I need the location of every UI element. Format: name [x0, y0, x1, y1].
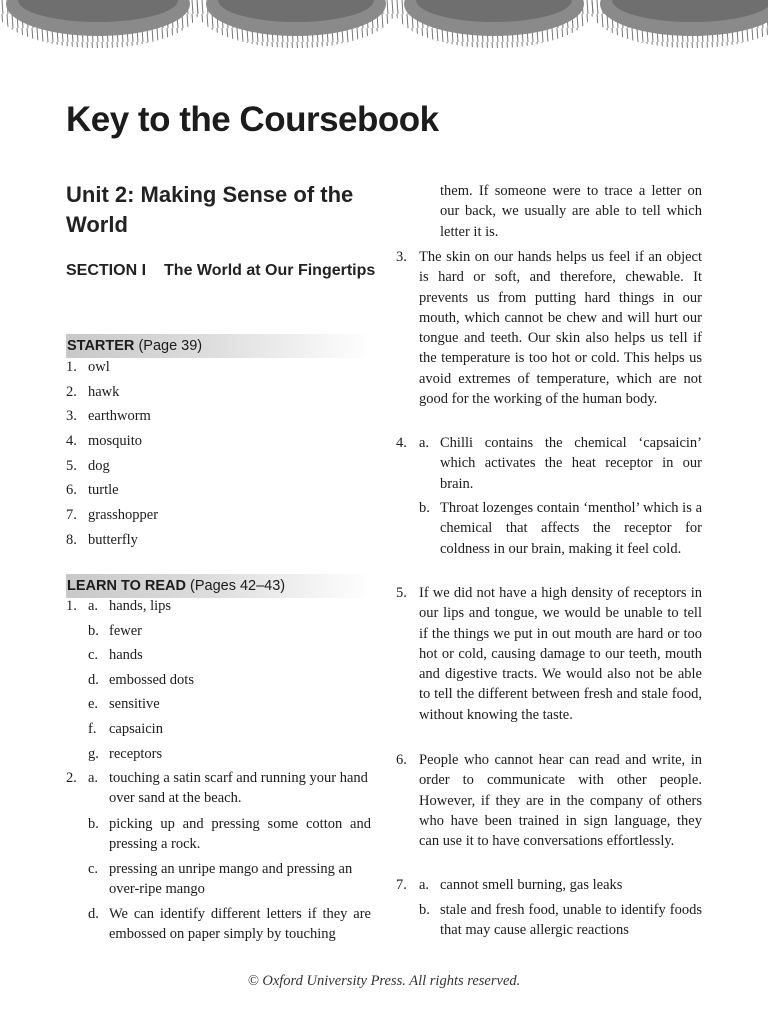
list-item: earthworm [88, 408, 151, 424]
sub-letter: e. [88, 696, 99, 712]
learn-to-read-heading [66, 574, 372, 598]
answer-number: 4. [396, 435, 407, 451]
banner-disc-4 [590, 0, 768, 48]
answer-text: If we did not have a high density of receptors in our lips and tongue, we would be unable to tell if the things we put in out mouth are hard or too hot or cold, causing damage to our teeth, mouth and digestive tracts. We would also not be able to tell the different between fresh and stale food, without knowing the taste. [419, 585, 702, 723]
starter-heading-label: STARTER [67, 338, 135, 354]
decorative-banner [0, 0, 768, 80]
sub-letter: b. [419, 902, 430, 918]
answer-text: The skin on our hands helps us feel if an object is hard or soft, and therefore, chewable. It prevents us from putting hard things in our mouth, which cannot be chew and will hurt our tongue and teeth. Our skin also helps us tell if the temperature is too hot or cold. This helps us avoid extremes of temperature, which are not good for the working of the human body. [419, 249, 702, 408]
sub-answer: Chilli contains the chemical ‘capsaicin’ which activates the heat receptor in our brain. [440, 435, 702, 492]
list-item: mosquito [88, 433, 142, 449]
sub-answer-part-2: them. If someone were to trace a letter on our back, we usually are able to tell which letter it is. [440, 183, 702, 240]
sub-letter: a. [419, 435, 430, 451]
learn-pages: (Pages 42–43) [190, 578, 286, 594]
sub-answer: picking up and pressing some cotton and pressing a rock. [109, 816, 371, 853]
sub-letter: b. [88, 816, 99, 832]
banner-disc-3 [394, 0, 594, 48]
sub-answer: capsaicin [109, 721, 163, 737]
list-item: butterfly [88, 532, 138, 548]
learn-heading-label: LEARN TO READ [67, 578, 186, 594]
list-item-number: 2. [66, 384, 77, 400]
list-item-number: 8. [66, 532, 77, 548]
sub-answer: hands [109, 647, 143, 663]
sub-letter: b. [88, 623, 99, 639]
section-title [66, 258, 376, 283]
sub-letter: c. [88, 861, 99, 877]
list-item-number: 5. [66, 458, 77, 474]
sub-answer: sensitive [109, 696, 160, 712]
list-item-number: 6. [66, 482, 77, 498]
section-label: SECTION I [66, 262, 147, 279]
answer-number: 7. [396, 877, 407, 893]
sub-letter: a. [88, 598, 99, 614]
answer-number: 2. [66, 770, 77, 786]
list-item: owl [88, 359, 110, 375]
banner-disc-2 [196, 0, 396, 48]
sub-letter: d. [88, 906, 99, 922]
sub-answer: stale and fresh food, unable to identify foods that may cause allergic reactions [440, 902, 702, 939]
sub-answer: fewer [109, 623, 143, 639]
sub-letter: d. [88, 672, 99, 688]
starter-pages: (Page 39) [138, 338, 203, 354]
list-item-number: 1. [66, 359, 77, 375]
sub-answer: cannot smell burning, gas leaks [440, 877, 623, 893]
sub-answer: pressing an unripe mango and pressing an over-ripe mango [109, 861, 353, 898]
list-item-number: 3. [66, 408, 77, 424]
unit-title: Unit 2: Making Sense of the World [66, 182, 354, 237]
sub-letter: a. [88, 770, 99, 786]
sub-answer-part-1: We can identify different letters if they are embossed on paper simply by touching [109, 906, 371, 943]
sub-letter: c. [88, 647, 99, 663]
section-name: The World at Our Fingertips [164, 262, 376, 279]
page-title: Key to the Coursebook [66, 100, 439, 139]
sub-letter: g. [88, 746, 99, 762]
answer-text: People who cannot hear can read and write, in order to communicate with other people. However, if they are in the company of others who have been trained in sign language, they can use it to have conversations effortlessly. [419, 752, 702, 850]
list-item-number: 4. [66, 433, 77, 449]
sub-answer: embossed dots [109, 672, 194, 688]
answer-number: 3. [396, 249, 407, 265]
list-item: hawk [88, 384, 120, 400]
sub-letter: b. [419, 500, 430, 516]
list-item-number: 7. [66, 507, 77, 523]
sub-answer: Throat lozenges contain ‘menthol’ which is a chemical that affects the receptor for coldness in our brain, making it feel cold. [440, 500, 702, 557]
answer-number: 1. [66, 598, 77, 614]
banner-disc-1 [0, 0, 200, 48]
sub-answer: touching a satin scarf and running your hand over sand at the beach. [109, 770, 368, 807]
sub-letter: f. [88, 721, 97, 737]
sub-letter: a. [419, 877, 430, 893]
answer-number: 5. [396, 585, 407, 601]
copyright-footer: © Oxford University Press. All rights reserved. [247, 973, 521, 989]
sub-answer: hands, lips [109, 598, 172, 614]
list-item: grasshopper [88, 507, 159, 523]
starter-heading [66, 334, 372, 358]
sub-answer: receptors [109, 746, 163, 762]
list-item: dog [88, 458, 110, 474]
answer-number: 6. [396, 752, 407, 768]
list-item: turtle [88, 482, 119, 498]
